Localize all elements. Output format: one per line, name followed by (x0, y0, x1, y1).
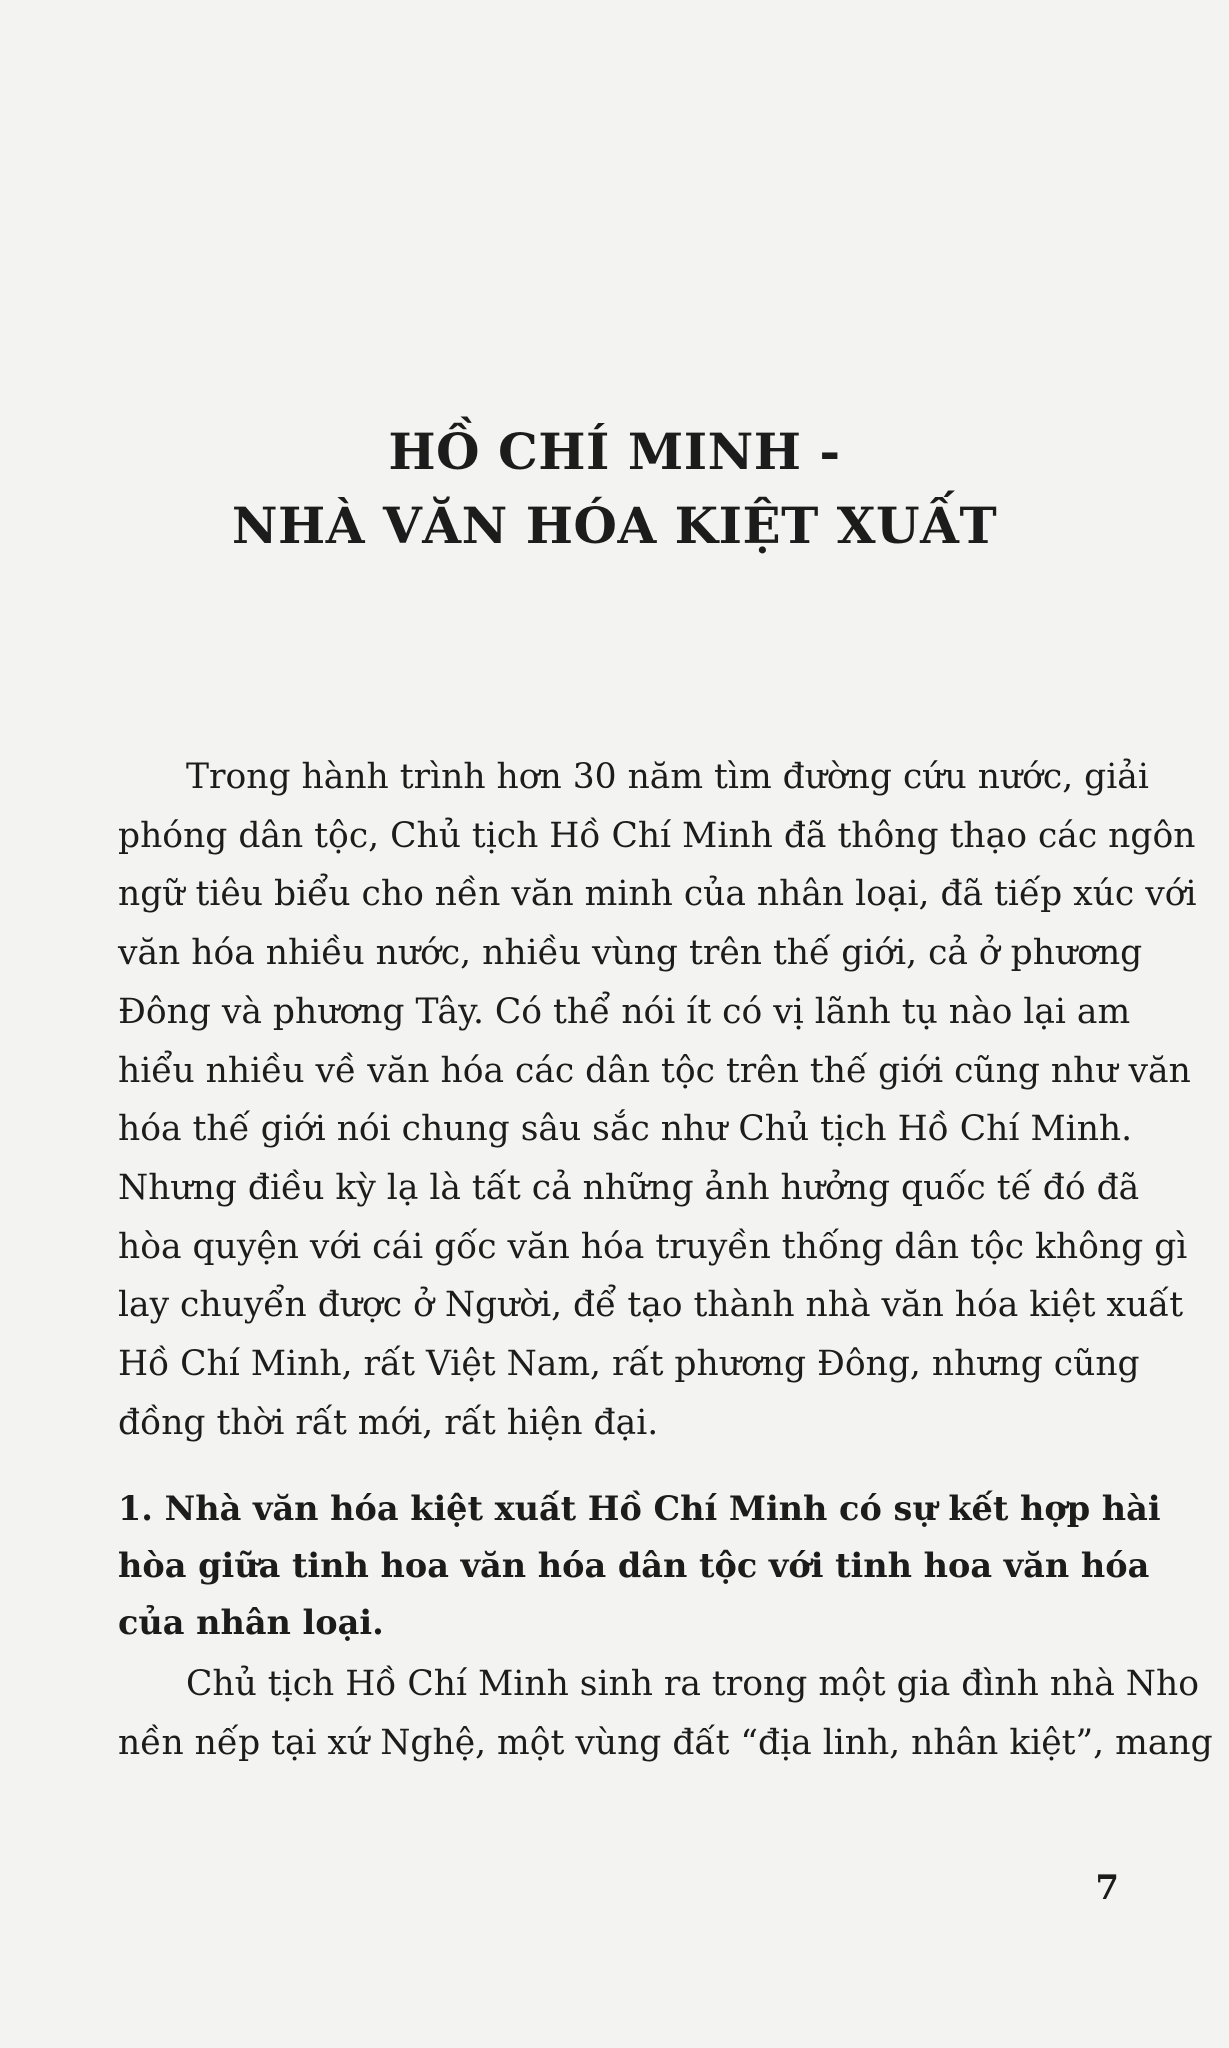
text-line: Trong hành trình hơn 30 năm tìm đường cứu nước, giải (186, 757, 1149, 797)
text-line: Đông và phương Tây. Có thể nói ít có vị lãnh tụ nào lại am (118, 991, 1131, 1032)
text-line: Nhưng điều kỳ lạ là tất cả những ảnh hưởng quốc tế đó đã (118, 1167, 1140, 1208)
text-line: hòa quyện với cái gốc văn hóa truyền thống dân tộc không gì (118, 1226, 1188, 1267)
heading-line: 1. Nhà văn hóa kiệt xuất Hồ Chí Minh có sự kết hợp hài (118, 1489, 1161, 1529)
body-text (118, 748, 1213, 1773)
text-line: ngữ tiêu biểu cho nền văn minh của nhân loại, đã tiếp xúc với (118, 874, 1197, 915)
heading-line: hòa giữa tinh hoa văn hóa dân tộc với tinh hoa văn hóa (118, 1546, 1150, 1586)
text-line: Hồ Chí Minh, rất Việt Nam, rất phương Đông, nhưng cũng (118, 1344, 1140, 1385)
paragraph-1 (118, 748, 1197, 1452)
text-line: nền nếp tại xứ Nghệ, một vùng đất “địa linh, nhân kiệt”, mang (118, 1723, 1213, 1764)
heading-line: của nhân loại. (118, 1603, 384, 1643)
section-heading (118, 1480, 1161, 1651)
text-line: lay chuyển được ở Người, để tạo thành nhà văn hóa kiệt xuất (118, 1285, 1184, 1326)
text-line: văn hóa nhiều nước, nhiều vùng trên thế giới, cả ở phương (118, 933, 1143, 974)
chapter-title-line-1: HỒ CHÍ MINH - (388, 422, 841, 481)
chapter-title (0, 415, 1229, 563)
text-line: Chủ tịch Hồ Chí Minh sinh ra trong một gia đình nhà Nho (186, 1664, 1199, 1705)
text-line: hóa thế giới nói chung sâu sắc như Chủ tịch Hồ Chí Minh. (118, 1109, 1133, 1150)
text-line: phóng dân tộc, Chủ tịch Hồ Chí Minh đã thông thạo các ngôn (118, 815, 1196, 856)
paragraph-spacer (118, 1452, 1120, 1480)
chapter-title-line-2: NHÀ VĂN HÓA KIỆT XUẤT (231, 496, 998, 555)
text-line: đồng thời rất mới, rất hiện đại. (118, 1402, 659, 1443)
paragraph-2 (118, 1655, 1213, 1772)
text-line: hiểu nhiều về văn hóa các dân tộc trên thế giới cũng như văn (118, 1050, 1191, 1091)
page-number: 7 (1095, 1868, 1119, 1908)
